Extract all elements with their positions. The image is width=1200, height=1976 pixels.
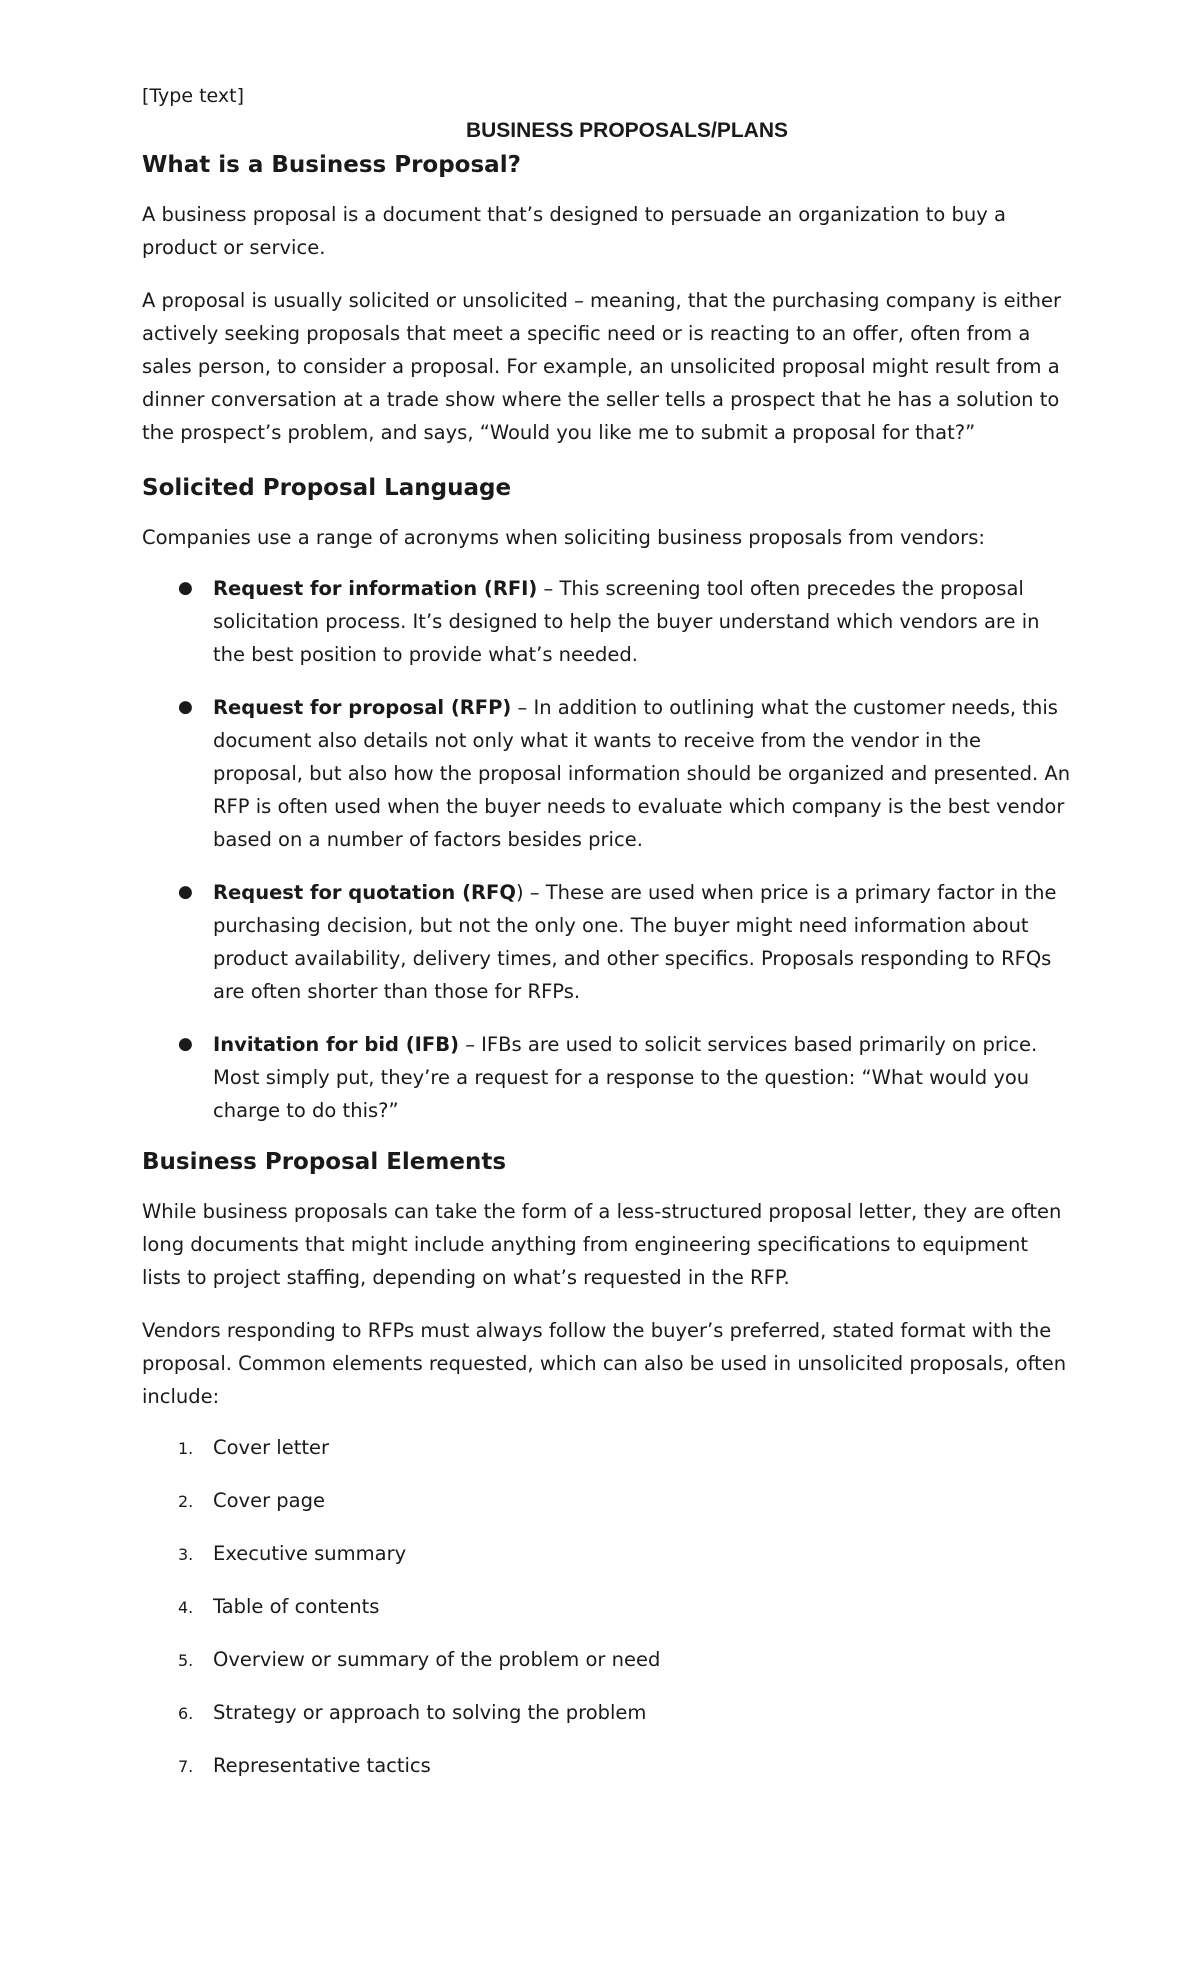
section-heading-elements: Business Proposal Elements xyxy=(142,1149,507,1175)
list-item xyxy=(142,572,1072,671)
list-number: 4. xyxy=(178,1598,194,1617)
list-number: 1. xyxy=(178,1439,194,1458)
bullet-icon: ● xyxy=(178,697,193,717)
document-page xyxy=(142,84,1072,1802)
list-item-text: Overview or summary of the problem or need xyxy=(213,1648,661,1671)
list-item xyxy=(142,1590,1072,1623)
proposal-elements-list xyxy=(142,1431,1072,1782)
acronym-bullet-list xyxy=(142,572,1072,1127)
header-placeholder-text: [Type text] xyxy=(142,85,245,107)
list-item xyxy=(142,1643,1072,1676)
paragraph: A business proposal is a document that’s designed to persuade an organization to buy a product or service. xyxy=(142,203,1006,259)
list-number: 2. xyxy=(178,1492,194,1511)
paragraph: A proposal is usually solicited or unsolicited – meaning, that the purchasing company is either actively seeking proposals that meet a specific need or is reacting to an offer, often from a sales person, to consider a proposal. For example, an unsolicited proposal might result from a dinner conversation at a trade show where the seller tells a prospect that he has a solution to the prospect’s problem, and says, “Would you like me to submit a proposal for that?” xyxy=(142,289,1062,444)
list-item-text: Cover page xyxy=(213,1489,326,1512)
paragraph: Companies use a range of acronyms when soliciting business proposals from vendors: xyxy=(142,526,985,549)
list-item xyxy=(142,1749,1072,1782)
bullet-term: Request for quotation (RFQ xyxy=(213,881,516,904)
list-number: 3. xyxy=(178,1545,194,1564)
section-heading-solicited: Solicited Proposal Language xyxy=(142,475,512,501)
bullet-icon: ● xyxy=(178,882,193,902)
bullet-term: Request for information (RFI) xyxy=(213,577,538,600)
list-item xyxy=(142,1484,1072,1517)
section-heading-what-is: What is a Business Proposal? xyxy=(142,152,521,178)
bullet-text: ) – These are used when price is a primary factor in the purchasing decision, but not the only one. The buyer might need information about product availability, delivery times, and other specifics. Proposals responding to RFQs are often shorter than those for RFPs. xyxy=(213,881,1057,1003)
list-number: 6. xyxy=(178,1704,194,1723)
paragraph: Vendors responding to RFPs must always follow the buyer’s preferred, stated format with the proposal. Common elements requested, which can also be used in unsolicited proposals, often include: xyxy=(142,1319,1067,1408)
list-item-text: Executive summary xyxy=(213,1542,407,1565)
list-item xyxy=(142,691,1072,856)
list-item-text: Table of contents xyxy=(213,1595,380,1618)
list-item-text: Representative tactics xyxy=(213,1754,431,1777)
paragraph: While business proposals can take the form of a less-structured proposal letter, they are often long documents that might include anything from engineering specifications to equipment lists to project staffing, depending on what’s requested in the RFP. xyxy=(142,1200,1062,1289)
list-item xyxy=(142,1028,1072,1127)
bullet-text: – This screening tool often precedes the proposal solicitation process. It’s designed to help the buyer understand which vendors are in the best position to provide what’s needed. xyxy=(213,577,1040,666)
list-item-text: Strategy or approach to solving the problem xyxy=(213,1701,647,1724)
list-number: 5. xyxy=(178,1651,194,1670)
document-title: BUSINESS PROPOSALS/PLANS xyxy=(465,119,789,142)
bullet-text: – In addition to outlining what the customer needs, this document also details not only what it wants to receive from the vendor in the proposal, but also how the proposal information should be organized and presented. An RFP is often used when the buyer needs to evaluate which company is the best vendor based on a number of factors besides price. xyxy=(213,696,1071,851)
list-item xyxy=(142,876,1072,1008)
bullet-term: Request for proposal (RFP) xyxy=(213,696,512,719)
bullet-text: – IFBs are used to solicit services based primarily on price. Most simply put, they’re a request for a response to the question: “What would you charge to do this?” xyxy=(213,1033,1038,1122)
list-item xyxy=(142,1537,1072,1570)
bullet-term: Invitation for bid (IFB) xyxy=(213,1033,460,1056)
list-item xyxy=(142,1431,1072,1464)
list-item-text: Cover letter xyxy=(213,1436,330,1459)
bullet-icon: ● xyxy=(178,578,193,598)
list-number: 7. xyxy=(178,1757,194,1776)
bullet-icon: ● xyxy=(178,1034,193,1054)
list-item xyxy=(142,1696,1072,1729)
